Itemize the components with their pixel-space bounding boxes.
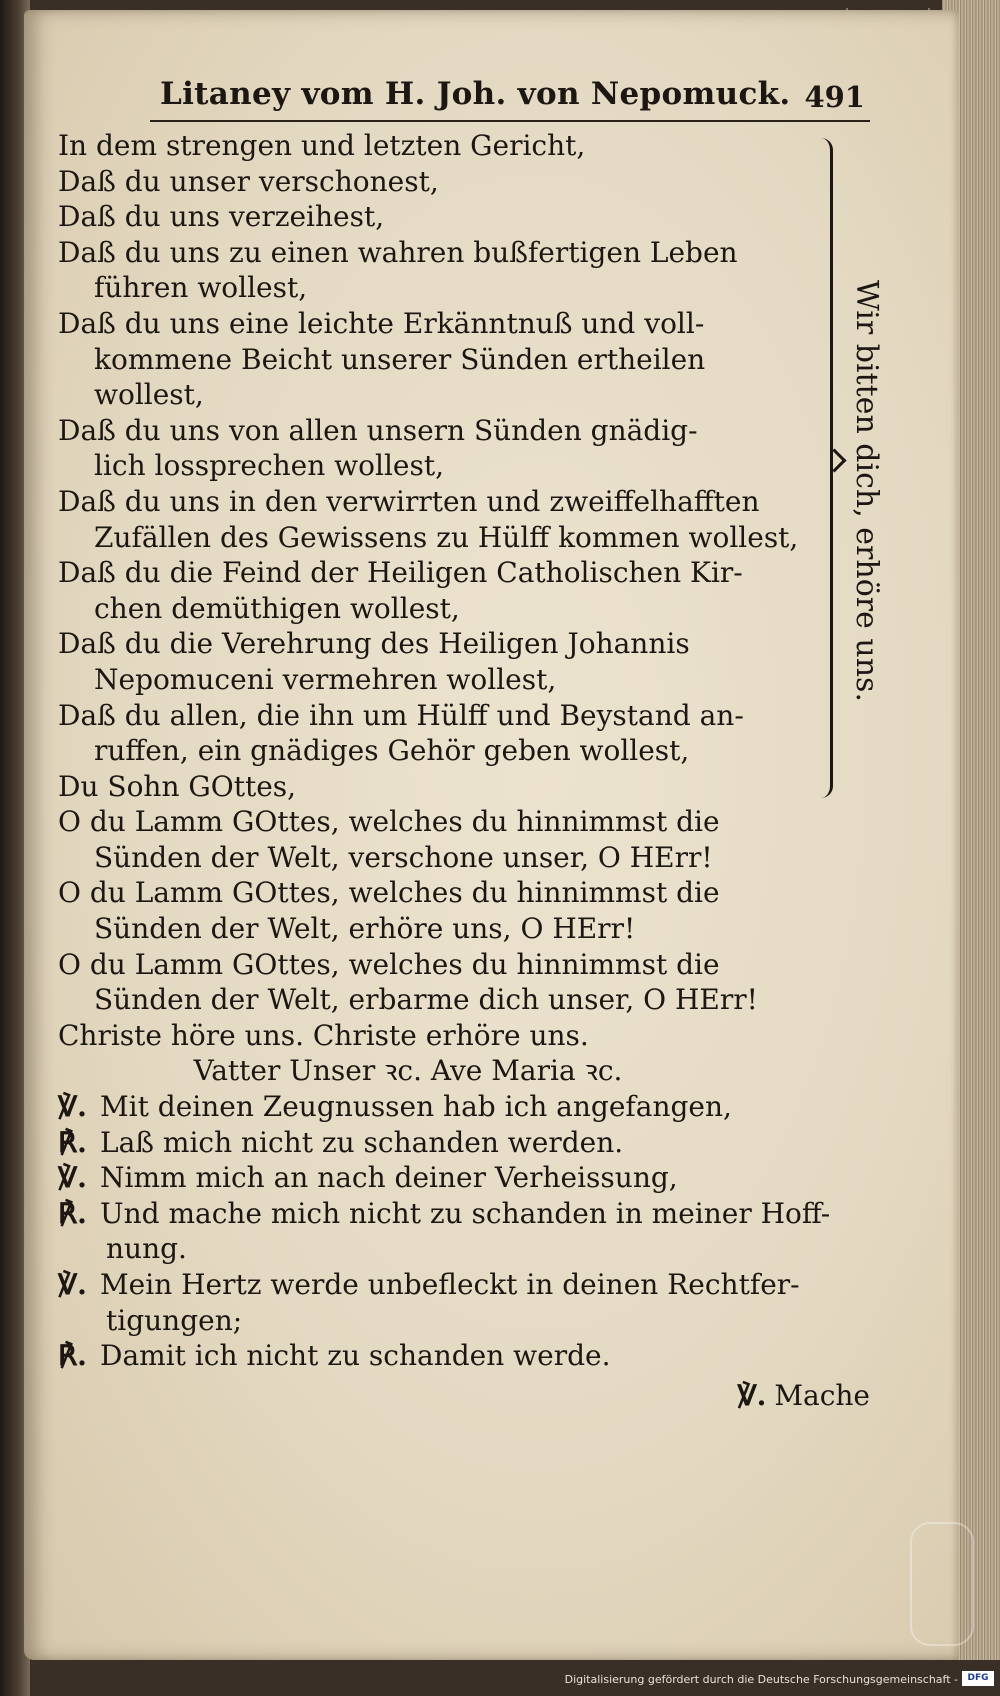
response-text: Und mache mich nicht zu schanden in meiner Hoff- bbox=[100, 1196, 831, 1230]
text-line: Daß du allen, die ihn um Hülff und Beystand an- bbox=[58, 698, 744, 732]
text-line: Sünden der Welt, erbarme dich unser, O HErr! bbox=[94, 983, 758, 1017]
text-line: Sünden der Welt, erhöre uns, O HErr! bbox=[94, 912, 636, 946]
response-text: Laß mich nicht zu schanden werden. bbox=[100, 1125, 624, 1159]
versicle-continuation: tigungen; bbox=[106, 1303, 243, 1337]
text-line: O du Lamm GOttes, welches du hinnimmst die bbox=[58, 947, 720, 981]
dfg-logo: DFG bbox=[962, 1671, 994, 1686]
versicle-text: Nimm mich an nach deiner Verheissung, bbox=[100, 1161, 678, 1195]
page-number: 491 bbox=[804, 80, 865, 114]
text-line: Zufällen des Gewissens zu Hülff kommen wollest, bbox=[94, 520, 799, 554]
catchword-text: Mache bbox=[774, 1378, 870, 1412]
text-line: ruffen, ein gnädiges Gehör geben wollest, bbox=[94, 734, 690, 768]
text-line: wollest, bbox=[94, 378, 204, 412]
text-line: Du Sohn GOttes, bbox=[58, 769, 297, 803]
text-line: O du Lamm GOttes, welches du hinnimmst die bbox=[58, 876, 720, 910]
response-line bbox=[58, 1196, 878, 1232]
response-symbol: ℟. bbox=[58, 1339, 87, 1373]
response-text: Damit ich nicht zu schanden werde. bbox=[100, 1339, 611, 1373]
versicle-text: Mein Hertz werde unbefleckt in deinen Rechtfer- bbox=[100, 1268, 800, 1301]
text-line: Daß du uns in den verwirrten und zweiffelhafften bbox=[58, 484, 760, 518]
digitization-credit: Digitalisierung gefördert durch die Deutsche Forschungsgemeinschaft - bbox=[564, 1673, 958, 1686]
versicle-line bbox=[58, 1089, 878, 1125]
text-line: Daß du uns verzeihest, bbox=[58, 200, 385, 234]
clip-mark-bottom bbox=[910, 1522, 974, 1646]
response-continuation: nung. bbox=[106, 1232, 187, 1266]
versicle-text: Mit deinen Zeugnussen hab ich angefangen, bbox=[100, 1090, 732, 1124]
response-symbol: ℟. bbox=[58, 1125, 87, 1159]
text-line: O du Lamm GOttes, welches du hinnimmst die bbox=[58, 805, 720, 839]
catchword bbox=[58, 1378, 878, 1414]
text-line: Daß du die Verehrung des Heiligen Johannis bbox=[58, 627, 690, 661]
response-line bbox=[58, 1125, 878, 1161]
text-line: kommene Beicht unserer Sünden ertheilen bbox=[94, 342, 706, 376]
versicle-symbol: ℣. bbox=[58, 1161, 87, 1195]
header-rule bbox=[150, 120, 870, 122]
text-line: Daß du uns eine leichte Erkänntnuß und voll- bbox=[58, 306, 705, 340]
versicle-symbol: ℣. bbox=[58, 1268, 87, 1301]
text-line: lich lossprechen wollest, bbox=[94, 449, 444, 483]
text-line: In dem strengen und letzten Gericht, bbox=[58, 129, 586, 162]
versicle-line bbox=[58, 1267, 878, 1303]
response-symbol: ℟. bbox=[58, 1196, 87, 1230]
running-header bbox=[160, 76, 865, 120]
text-line: Daß du uns von allen unsern Sünden gnädig- bbox=[58, 413, 698, 447]
text-line: führen wollest, bbox=[94, 271, 308, 305]
side-response: Wir bitten dich, erhöre uns. bbox=[849, 280, 884, 702]
text-line: Daß du unser verschonest, bbox=[58, 164, 439, 198]
response-line bbox=[58, 1338, 878, 1374]
catchword-symbol: ℣. bbox=[737, 1378, 767, 1412]
text-line: Daß du die Feind der Heiligen Catholischen Kir- bbox=[58, 556, 743, 590]
prayer-line: Vatter Unser ꝛc. Ave Maria ꝛc. bbox=[193, 1054, 623, 1088]
text-line: Nepomuceni vermehren wollest, bbox=[94, 662, 557, 696]
versicle-symbol: ℣. bbox=[58, 1090, 87, 1124]
text-line: chen demüthigen wollest, bbox=[94, 591, 460, 625]
text-line: Sünden der Welt, verschone unser, O HErr! bbox=[94, 840, 713, 874]
versicle-line bbox=[58, 1160, 878, 1196]
running-title: Litaney vom H. Joh. von Nepomuck. bbox=[160, 76, 791, 112]
text-line: Daß du uns zu einen wahren bußfertigen Leben bbox=[58, 235, 738, 269]
litany-text bbox=[58, 128, 878, 1413]
text-line: Christe höre uns. Christe erhöre uns. bbox=[58, 1018, 589, 1052]
